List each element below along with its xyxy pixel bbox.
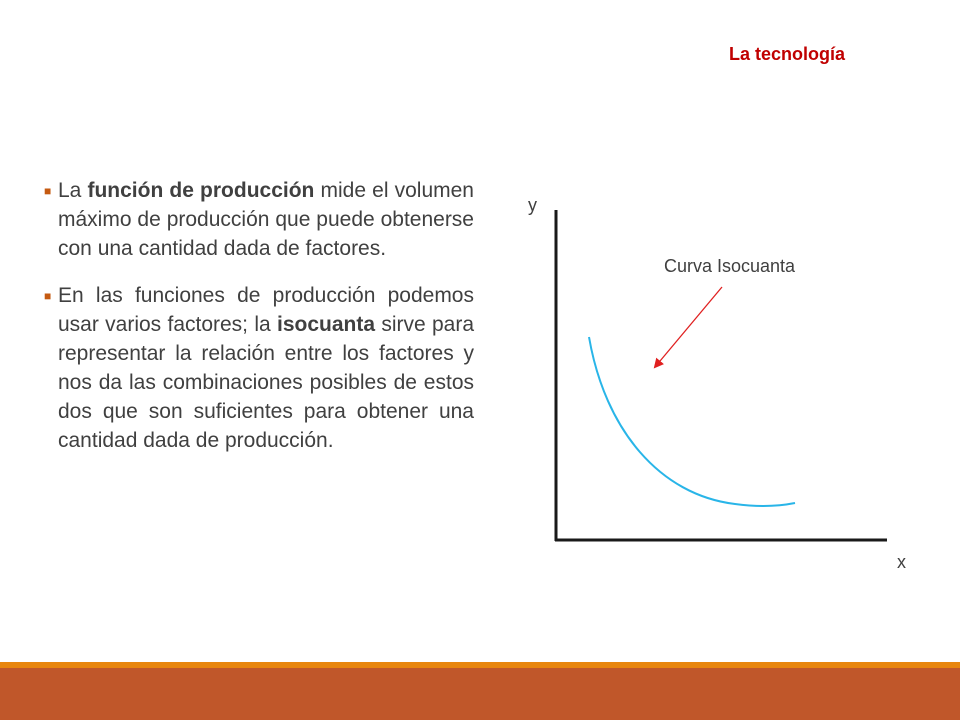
bullet-text-bold: isocuanta [276,313,376,336]
bullet-text-post: mide el volumen máximo de producción que puede obtenerse con una cantidad dada de factores. [58,179,474,260]
x-axis-label: x [897,552,906,572]
pointer-arrow [655,287,722,367]
curve-label: Curva Isocuanta [664,256,796,276]
bullet-text-pre: En las funciones de producción podemos usar varios factores; la [58,284,474,336]
slide-title: La tecnología [729,44,846,64]
isoquant-curve [589,337,795,506]
bullet-text-post: sirve para representar la relación entre los factores y nos da las combinaciones posibles de estos dos que son suficientes para obtener una cantidad dada de producción. [58,313,474,452]
square-bullet-icon: ■ [44,184,52,198]
footer-band [0,668,960,720]
square-bullet-icon: ■ [44,289,52,303]
bullet-text-pre: La [58,179,88,202]
y-axis-label: y [528,195,537,215]
bullet-text-bold: función de producción [87,179,315,202]
